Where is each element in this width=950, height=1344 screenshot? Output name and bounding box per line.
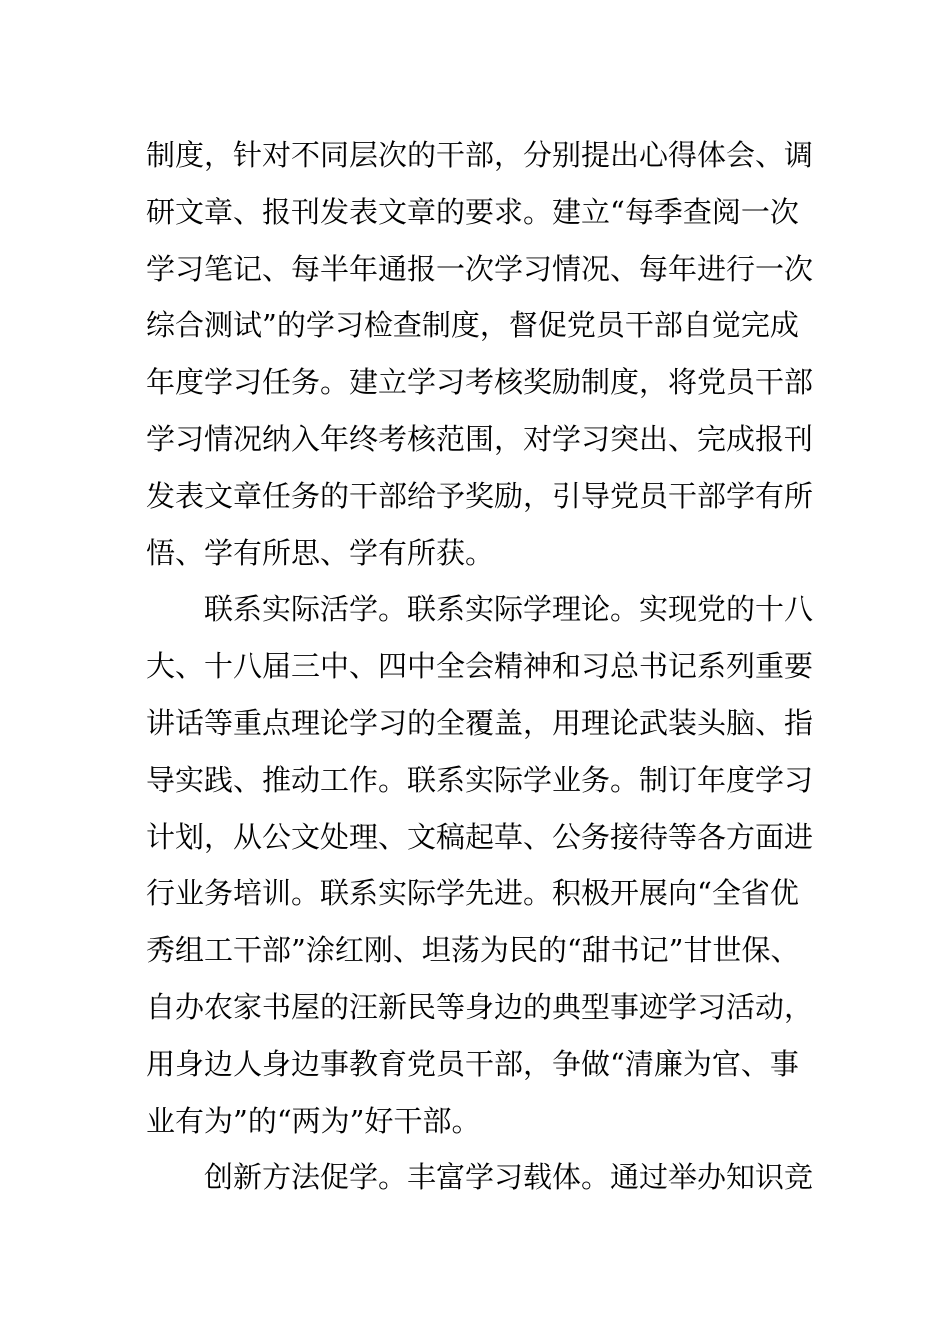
text-line: 学习笔记、每半年通报一次学习情况、每年进行一次 (146, 251, 814, 286)
text-line: 悟、学有所思、学有所获。 (146, 535, 495, 570)
text-line: 大、十八届三中、四中全会精神和习总书记系列重要 (146, 649, 814, 684)
text-line: 计划，从公文处理、文稿起草、公务接待等各方面进 (146, 819, 814, 854)
body-text (146, 127, 846, 1206)
paragraph-start-line: 创新方法促学。丰富学习载体。通过举办知识竞 (204, 1160, 814, 1195)
text-line: 年度学习任务。建立学习考核奖励制度，将党员干部 (146, 365, 814, 400)
text-line: 业有为”的“两为”好干部。 (146, 1103, 481, 1138)
text-line: 综合测试”的学习检查制度，督促党员干部自觉完成 (146, 308, 799, 343)
text-line: 导实践、推动工作。联系实际学业务。制订年度学习 (146, 762, 814, 797)
text-line: 研文章、报刊发表文章的要求。建立“每季查阅一次 (146, 194, 799, 229)
text-line: 发表文章任务的干部给予奖励，引导党员干部学有所 (146, 478, 814, 513)
text-line: 讲话等重点理论学习的全覆盖，用理论武装头脑、指 (146, 705, 814, 740)
text-line: 学习情况纳入年终考核范围，对学习突出、完成报刊 (146, 421, 814, 456)
text-line: 秀组工干部”涂红刚、坦荡为民的“甜书记”甘世保、 (146, 933, 800, 968)
text-line: 自办农家书屋的汪新民等身边的典型事迹学习活动， (146, 989, 814, 1024)
text-line: 行业务培训。联系实际学先进。积极开展向“全省优 (146, 876, 799, 911)
paragraph-start-line: 联系实际活学。联系实际学理论。实现党的十八 (204, 592, 814, 627)
text-line: 制度，针对不同层次的干部，分别提出心得体会、调 (146, 138, 814, 172)
text-line: 用身边人身边事教育党员干部，争做“清廉为官、事 (146, 1046, 799, 1081)
